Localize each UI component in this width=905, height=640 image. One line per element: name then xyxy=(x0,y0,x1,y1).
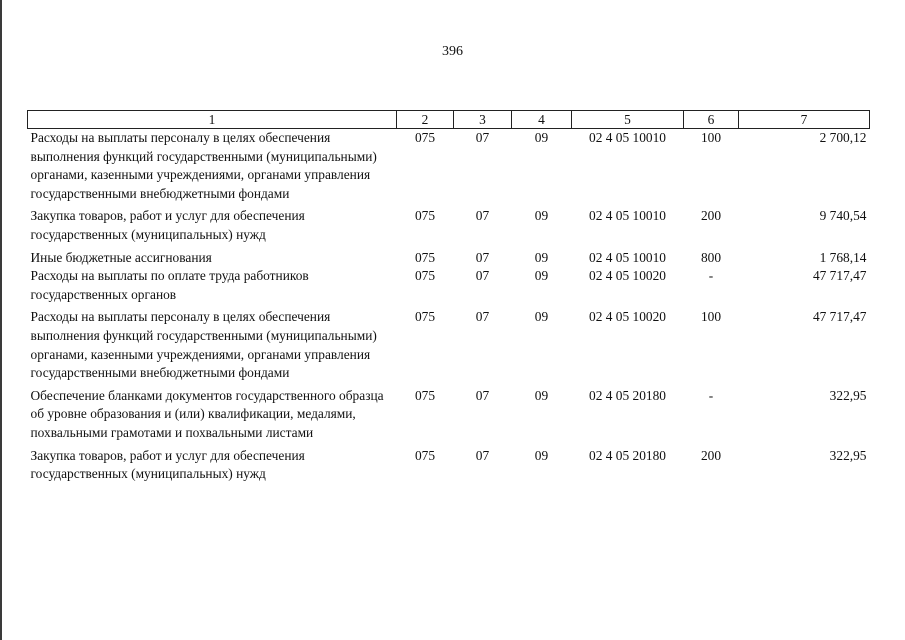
row-target-item: 02 4 05 10010 xyxy=(589,208,666,224)
row-expense-type: 800 xyxy=(700,249,722,265)
row-subsection: 09 xyxy=(534,268,549,284)
table-row xyxy=(28,447,870,488)
row-description: Расходы на выплаты персоналу в целях обеспечения выполнения функций государственными (муниципальными) органами, казенными учреждениями, органами управления государственными внебюджетными фондами xyxy=(30,130,377,201)
row-target-item: 02 4 05 10020 xyxy=(589,309,666,325)
row-subsection: 09 xyxy=(534,387,549,403)
col-header-7: 7 xyxy=(739,111,870,129)
col-header-5: 5 xyxy=(572,111,684,129)
row-amount: 2 700,12 xyxy=(819,130,867,145)
row-expense-type: 200 xyxy=(700,208,722,224)
row-amount: 322,95 xyxy=(829,447,867,463)
row-section: 07 xyxy=(475,309,490,325)
row-ministry-code: 075 xyxy=(414,268,436,284)
row-section: 07 xyxy=(475,208,490,224)
row-amount: 1 768,14 xyxy=(819,249,867,265)
row-ministry-code: 075 xyxy=(414,447,436,463)
col-header-4: 4 xyxy=(512,111,572,129)
table-row xyxy=(28,249,870,268)
table-row xyxy=(28,308,870,386)
row-expense-type: - xyxy=(708,387,714,403)
row-target-item: 02 4 05 10010 xyxy=(589,130,666,145)
budget-table xyxy=(27,110,870,488)
row-description: Обеспечение бланками документов государственного образца об уровне образования и (или) квалификации, медалями, похвальными грамотами и похвальными листами xyxy=(30,387,384,440)
col-header-2: 2 xyxy=(397,111,454,129)
row-section: 07 xyxy=(475,387,490,403)
row-description: Закупка товаров, работ и услуг для обеспечения государственных (муниципальных) нужд xyxy=(30,447,305,482)
row-expense-type: 100 xyxy=(700,309,722,325)
row-expense-type: - xyxy=(708,268,714,284)
row-description: Закупка товаров, работ и услуг для обеспечения государственных (муниципальных) нужд xyxy=(30,208,305,242)
row-expense-type: 100 xyxy=(700,130,722,145)
row-description: Иные бюджетные ассигнования xyxy=(30,249,212,265)
row-subsection: 09 xyxy=(534,130,549,145)
row-ministry-code: 075 xyxy=(414,130,436,145)
row-expense-type: 200 xyxy=(700,447,722,463)
row-ministry-code: 075 xyxy=(414,309,436,325)
row-ministry-code: 075 xyxy=(414,208,436,224)
row-section: 07 xyxy=(475,130,490,145)
row-amount: 9 740,54 xyxy=(819,208,867,224)
col-header-3: 3 xyxy=(454,111,512,129)
row-amount: 47 717,47 xyxy=(812,309,867,325)
row-amount: 47 717,47 xyxy=(812,268,867,284)
row-subsection: 09 xyxy=(534,249,549,265)
row-target-item: 02 4 05 20180 xyxy=(589,447,666,463)
row-subsection: 09 xyxy=(534,309,549,325)
header-row xyxy=(28,111,870,129)
row-section: 07 xyxy=(475,268,490,284)
row-amount: 322,95 xyxy=(829,387,867,403)
row-description: Расходы на выплаты персоналу в целях обеспечения выполнения функций государственными (муниципальными) органами, казенными учреждениями, органами управления государственными внебюджетными фондами xyxy=(30,309,377,381)
row-subsection: 09 xyxy=(534,447,549,463)
table-row xyxy=(28,267,870,308)
table-row xyxy=(28,207,870,248)
col-header-1: 1 xyxy=(28,111,397,129)
row-description: Расходы на выплаты по оплате труда работников государственных органов xyxy=(30,268,309,302)
table-row xyxy=(28,387,870,447)
row-section: 07 xyxy=(475,249,490,265)
row-target-item: 02 4 05 10010 xyxy=(589,249,666,265)
row-ministry-code: 075 xyxy=(414,249,436,265)
table-row xyxy=(28,129,870,208)
row-target-item: 02 4 05 10020 xyxy=(589,268,666,284)
col-header-6: 6 xyxy=(684,111,739,129)
page-number: 396 xyxy=(442,44,463,59)
row-subsection: 09 xyxy=(534,208,549,224)
row-ministry-code: 075 xyxy=(414,387,436,403)
row-target-item: 02 4 05 20180 xyxy=(589,387,666,403)
row-section: 07 xyxy=(475,447,490,463)
page-edge-line xyxy=(0,0,2,640)
